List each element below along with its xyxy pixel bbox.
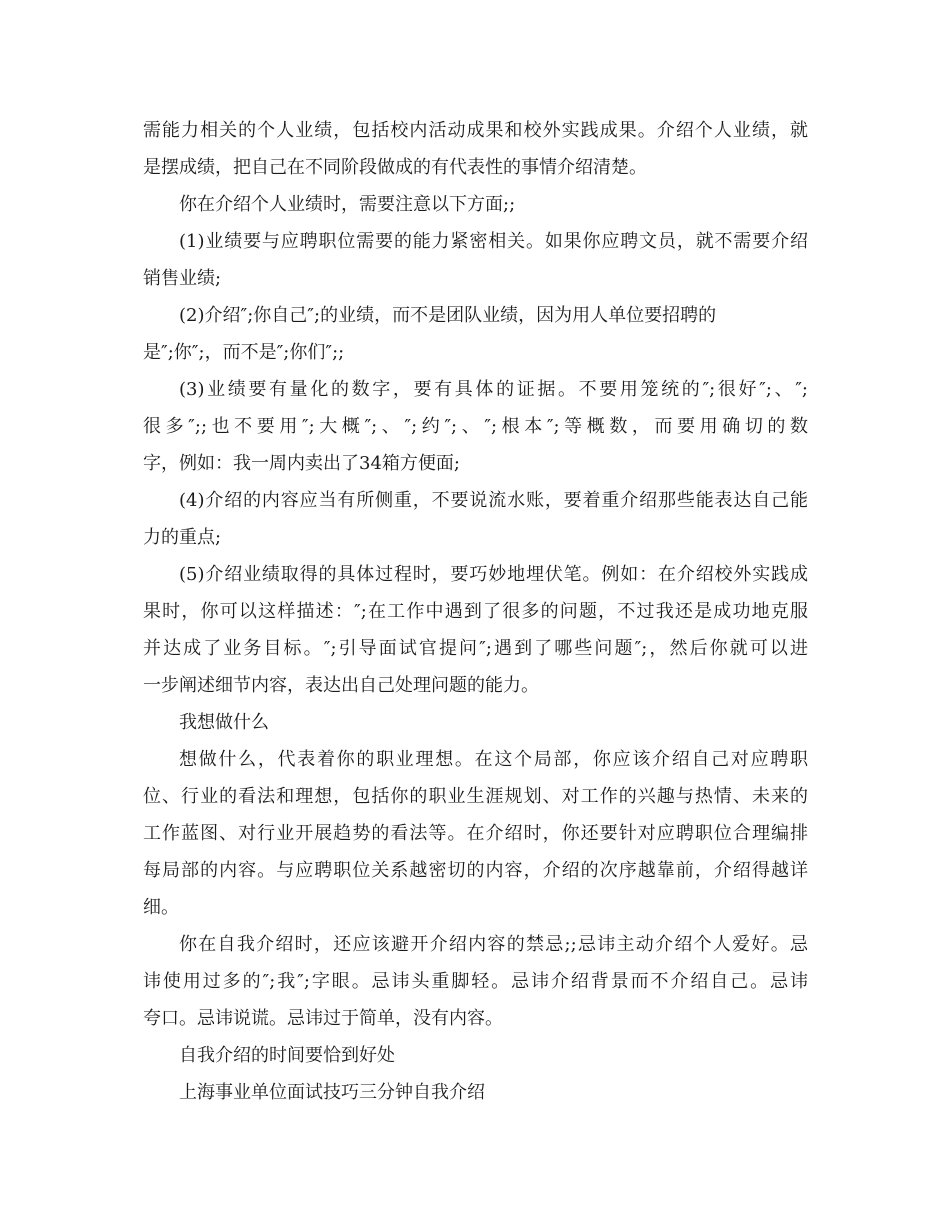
text-line: 并达成了业务目标。″;引导面试官提问″;遇到了哪些问题″;，然后你就可以进 bbox=[143, 638, 808, 659]
section-heading: 我想做什么 bbox=[179, 712, 269, 733]
text-line: 字，例如：我一周内卖出了34箱方便面; bbox=[143, 453, 460, 474]
text-line: 果时，你可以这样描述：″;在工作中遇到了很多的问题，不过我还是成功地克服 bbox=[143, 601, 808, 622]
text-line: 力的重点; bbox=[143, 527, 222, 548]
text-line: 每局部的内容。与应聘职位关系越密切的内容，介绍的次序越靠前，介绍得越详 bbox=[143, 860, 808, 881]
text-line: 想做什么，代表着你的职业理想。在这个局部，你应该介绍自己对应聘职 bbox=[179, 749, 808, 770]
text-line: 夸口。忌讳说谎。忌讳过于简单，没有内容。 bbox=[143, 1008, 503, 1029]
section-heading: 自我介绍的时间要恰到好处 bbox=[179, 1045, 395, 1066]
text-line: (2)介绍″;你自己″;的业绩，而不是团队业绩，因为用人单位要招聘的 bbox=[179, 305, 717, 326]
text-line: 细。 bbox=[143, 897, 179, 918]
text-line: 讳使用过多的″;我″;字眼。忌讳头重脚轻。忌讳介绍背景而不介绍自己。忌讳 bbox=[143, 971, 808, 992]
text-line: (1)业绩要与应聘职位需要的能力紧密相关。如果你应聘文员，就不需要介绍 bbox=[179, 231, 808, 252]
text-line: 需能力相关的个人业绩，包括校内活动成果和校外实践成果。介绍个人业绩，就 bbox=[143, 120, 808, 141]
text-line: (3)业绩要有量化的数字，要有具体的证据。不要用笼统的″;很好″;、″; bbox=[179, 379, 808, 400]
text-line: (4)介绍的内容应当有所侧重，不要说流水账，要着重介绍那些能表达自己能 bbox=[179, 490, 808, 511]
text-line: 很多″;;也不要用″;大概″;、″;约″;、″;根本″;等概数，而要用确切的数 bbox=[143, 416, 808, 437]
text-line: 工作蓝图、对行业开展趋势的看法等。在介绍时，你还要针对应聘职位合理编排 bbox=[143, 823, 808, 844]
text-line: 是″;你″;，而不是″;你们″;; bbox=[143, 342, 345, 363]
text-line: 你在自我介绍时，还应该避开介绍内容的禁忌;;忌讳主动介绍个人爱好。忌 bbox=[179, 934, 808, 955]
text-line: (5)介绍业绩取得的具体过程时，要巧妙地埋伏笔。例如：在介绍校外实践成 bbox=[179, 564, 808, 585]
text-line: 一步阐述细节内容，表达出自己处理问题的能力。 bbox=[143, 675, 539, 696]
text-line: 你在介绍个人业绩时，需要注意以下方面;; bbox=[179, 194, 516, 215]
text-line: 位、行业的看法和理想，包括你的职业生涯规划、对工作的兴趣与热情、未来的 bbox=[143, 786, 808, 807]
text-line: 销售业绩; bbox=[143, 268, 222, 289]
section-heading: 上海事业单位面试技巧三分钟自我介绍 bbox=[179, 1082, 485, 1103]
text-line: 是摆成绩，把自己在不同阶段做成的有代表性的事情介绍清楚。 bbox=[143, 157, 647, 178]
document-body bbox=[143, 112, 808, 1111]
